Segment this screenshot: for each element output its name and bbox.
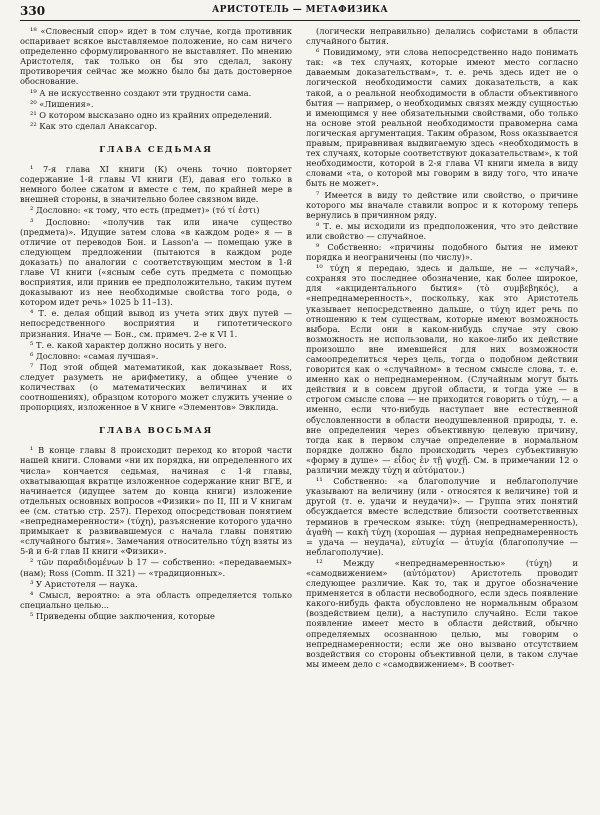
footnote: ⁶ Повидимому, эти слова непосредственно надо понимать так: «в тех случаях, которые имеют место согласно даваемым доказательствам», т. е. речь здесь идет не о логической необходимости самих доказательств, а как такой, а о реальной необходимости в области объективного бытия — например, о необходимых связях между сущностью и имеющимся у нее обязательными свойствами, обо только на основе этой реальной необходимости правомерна сама логическая аргументация. Таким образом, Ross оказывается правым, приравнивая выдвигаемую здесь «необходимость в тех случаях, которые соответствуют доказательствам», к той необходимости, которой в 2-я глава VI книги имела в виду словами «та, о которой мы говорим в виду того, что иначе быть не может». [306,47,578,189]
footnote: ² τῶν παραδιδομένων b 17 — собственно: «передаваемых» (нам); Ross (Comm. II 321) — «традиционных». [20,557,292,578]
footnote: ²⁰ «Лишения». [30,98,94,109]
footnote: ¹⁸ «Словесный спор» идет в том случае, когда противник оспаривает всякое выставляемое положение, но сам ничего определенно сформулированного не выставляет. По мнению Аристотеля, так только он бы это сделал, закону противоречия сейчас же можно было бы дать достоверное обоснование. [20,26,292,87]
footnote: ⁴ Т. е. делая общий вывод из учета этих двух путей — непосредственного восприятия и гипотетического признания. Иначе — Бон., см. примеч. 2-е к VI 1. [20,308,292,339]
footnote: ²² Как это сделал Анаксагор. [30,120,157,131]
footnote: ⁷ Под этой общей математикой, как доказывает Ross, следует разуметь не арифметику, а общее учение о количествах (о математических величинах и их соотношениях), образцом которого может служить учение о пропорциях, изложенное в V книге «Элементов» Эвклида. [20,361,292,413]
left-column [20,26,292,812]
footnote: ³ У Аристотеля — наука. [30,578,138,589]
footnote: ⁹ Собственно: «причины подобного бытия не имеют порядка и неограничены (по числу)». [306,241,578,263]
footnote: ⁵ Т. е. какой характер должно носить у него. [30,339,227,350]
chapter-seven-heading: ГЛАВА СЕДЬМАЯ [99,144,213,155]
footnote: (логически неправильно) делались софистами в области случайного бытия. [306,26,578,47]
footnote: ² Дословно: «к тому, что есть (предмет)» (тό τί ἐστι) [30,205,260,216]
footnote: ¹⁹ А не искусственно создают эти трудности сама. [30,87,252,98]
footnote: ¹⁰ τύχη я передаю, здесь и дальше, не — «случай», сохраняя это последнее обозначение, как более широкое, для «акцидентального бытия» (τὸ συμβεβηκός), а «непреднамеренность», поскольку, как это Аристотель указывает непосредственно дальше, о τύχη идет речь по отношению к тем существам, которые имеют возможность выбора. Если они в каком-нибудь случае эту свою возможность не использовали, но какое-либо их действие произошло вне имевшейся для них возможности самоопределиться через цель, тогда о подобном действии говорится как о «случайном» в тесном смысле слова, т. е. именно как о непреднамеренном. (Случайным могут быть действия и в совсем другой области, и тогда уже — в строгом смысле слова — не приходится говорить о τύχη, — а именно, если что-нибудь наступает вне естественной обусловленности в области неодушевленной природы, т. е. вне определения через объективную целевую причину, тогда как в первом случае определение в нормальном порядке должно было происходить через субъективную «форму в душе» — εἶδος ἐν τῇ ψυχῇ. См. в примечании 12 о различии между τύχη и αὐτόματον.) [306,263,578,476]
footnote: ⁸ Т. е. мы исходили из предположения, что это действие или свойство — случайное. [306,220,578,241]
footnote: ³ Дословно: «получив так или иначе существо (предмета)». Идущие затем слова «в каждом роде» я — в отличие от переводов Бон. и Lasson'а — помещаю уже в следующем предложении (пытаются в каждом роде доказать) по аналогии с соответствующим местом в 1-й главе VI книги («ясным себе суть предмета с помощью восприятия, или принив ее предположительно, таким путем доказывают из нее необходимые свойства того рода, о котором идет речь» 1025 b 11–13). [20,216,292,308]
page-number: 330 [20,4,46,18]
page-header [20,4,580,21]
chapter-eight-heading: ГЛАВА ВОСЬМАЯ [99,426,213,437]
footnote: ¹ В конце главы 8 происходит переход ко второй части нашей книги. Словами «ни их порядка, ни определенного их числа» кончается седьмая, начиная с 1-й главы, охватывающая вкратце изложенное содержание книг ВГЕ, и начинается (идущее затем до конца книги) изложение отдельных основных вопросов «Физики» по II, III и V книгам ее (см. статью стр. 257). Переход опосредствован понятием «непреднамеренности» (τύχη), разъяснение которого удачно примыкает к развивавшемуся с начала главы понятию «случайного бытия». Замечания относительно τύχη взяты из 5-й и 6-й глав II книги «Физики». [20,445,292,557]
footnote: ⁷ Имеется в виду то действие или свойство, о причине которого мы вначале ставили вопрос и к которому теперь вернулись в причинном ряду. [306,189,578,220]
footnote: ⁶ Дословно: «самая лучшая». [30,350,159,361]
footnote: ¹¹ Собственно: «а благополучие и неблагополучие указывают на величину (или - относятся к величине) той и другой (т. е. удачи и неудачи)». — Группа этих понятий обсуждается вместе вследствие близости соответственных терминов в греческом языке: τύχη (непреднамеренность), ἀγαθὴ — κακὴ τύχη (хорошая — дурная непреднамеренность = удача — неудача), εὐτυχία — ἀτυχία (благополучие — неблагополучие). [306,476,578,557]
footnote: ¹² Между «непреднамеренностью» (τύχη) и «самодвижением» (αὐτόματον) Аристотель проводит следующее различие. Как то, так и другое обозначение применяется в области несвободного, если здесь появление какого-нибудь факта обусловлено не нормальным образом (воздействием цели), а наступило случайно. Если такое появление имеет место в области действий, обычно определяемых осознанною целью, мы говорим о непреднамеренности; если же оно вызвано отсутствием воздействия со стороны объективной цели, в таком случае мы имеем дело с «самодвижением». В соответ- [306,557,578,669]
footnote: ⁵ Приведены общие заключения, которые [30,610,215,621]
footnote: ¹ 7-я глава XI книги (К) очень точно повторяет содержание 1-й главы VI книги (Е), давая его только в немного более сжатом и вместе с тем, по крайней мере в внешней стороны, в значительно более связном виде. [20,164,292,205]
footnote: ²¹ О котором высказано одно из крайних определений. [30,109,273,120]
footnote: ⁴ Смысл, вероятно: а эта область определяется только специально целью... [20,589,292,610]
right-column [306,26,578,812]
running-title: АРИСТОТЕЛЬ — МЕТАФИЗИКА [211,5,389,15]
